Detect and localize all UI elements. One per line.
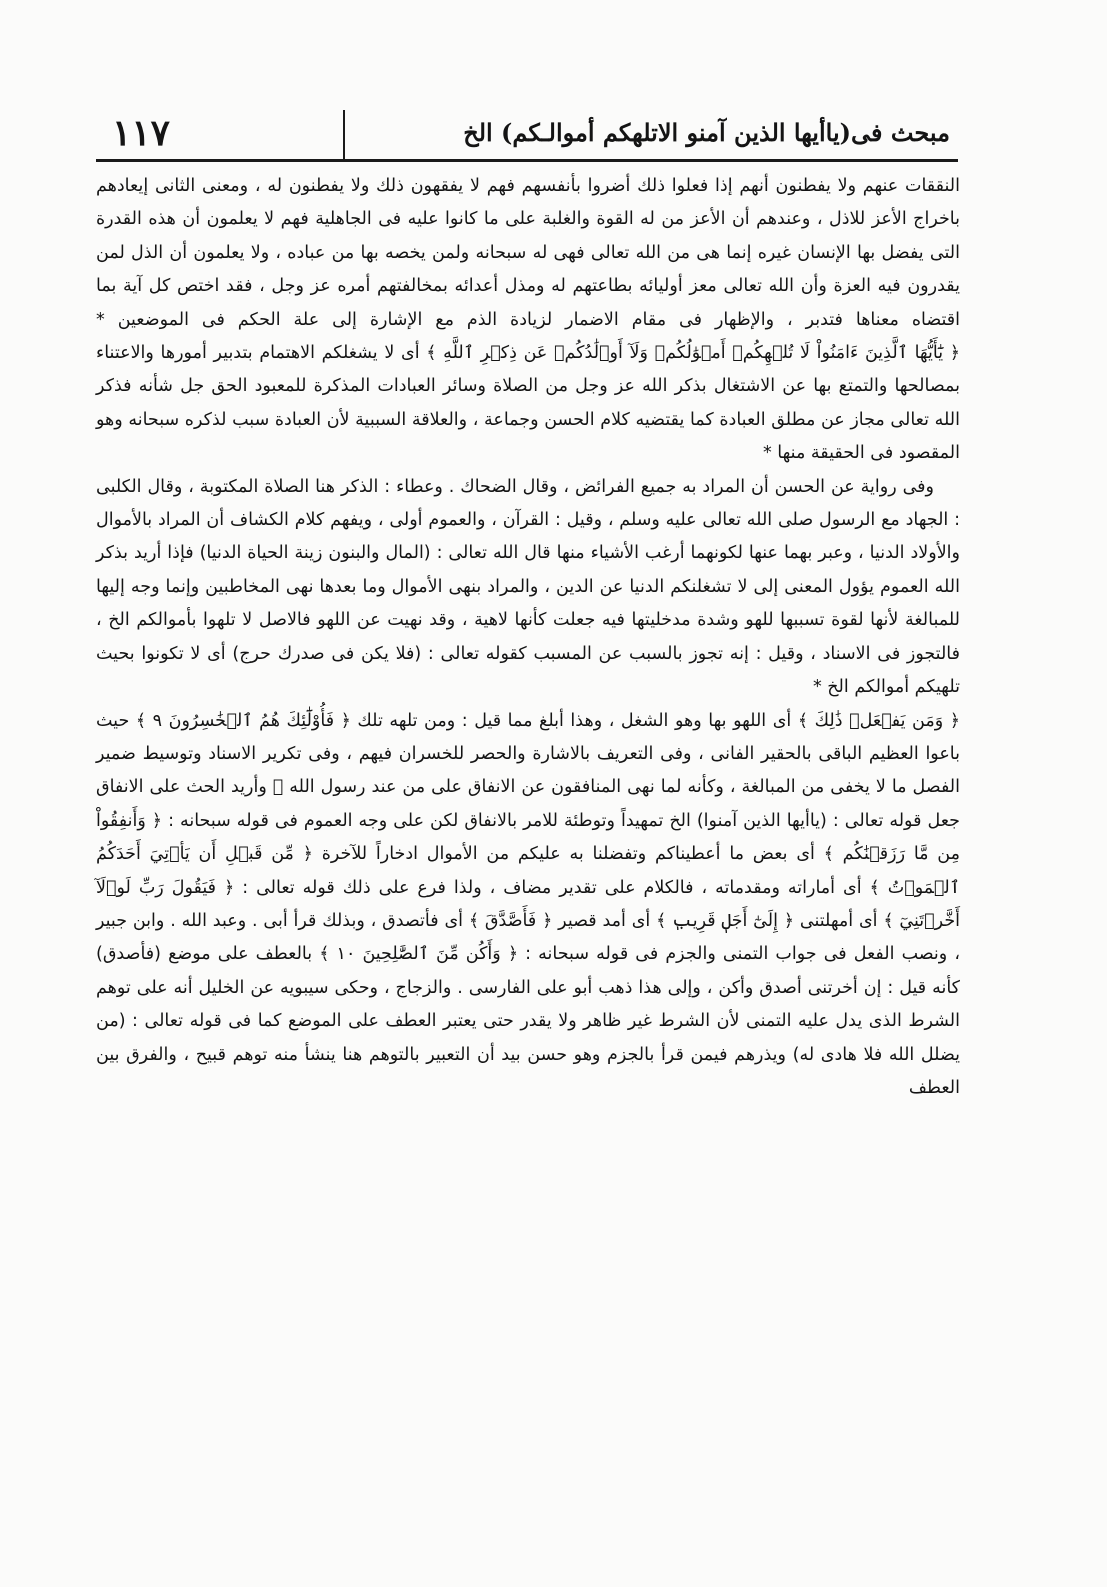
running-title: مبحث فى(ياأيها الذين آمنو الاتلهكم أموالـكم) الخ <box>463 118 950 147</box>
header-rule <box>96 159 958 162</box>
paragraph-4-verse: ﴿ وَمَن يَفۡعَلۡ ذَٰلِكَ ﴾ أى اللهو بها وهو الشغل ، وهذا أبلغ مما قيل : ومن تلهه تلك ﴿ فَأُوْلَٰٓئِكَ هُمُ ٱلۡخَٰسِرُونَ ٩ ﴾ حيث باعوا العظيم الباقى بالحقير الفانى ، وفى التعريف بالاشارة والحصر للخسران فيهم ، وفى تكرير الاسناد وتوسيط ضمير الفصل ما لا يخفى من المبالغة ، وكأنه لما نهى المنافقون عن الانفاق على من عند رسول الله ﷺ وأريد الحث على الانفاق جعل قوله تعالى : (ياأيها الذين آمنوا) الخ تمهيداً وتوطئة للامر بالانفاق لكن على وجه العموم فى قوله سبحانه : ﴿ وَأَنفِقُواْ مِن مَّا رَزَقۡنَٰكُم ﴾ أى بعض ما أعطيناكم وتفضلنا به عليكم من الأموال ادخاراً للآخرة ﴿ مِّن قَبۡلِ أَن يَأۡتِيَ أَحَدَكُمُ ٱلۡمَوۡتُ ﴾ أى أماراته ومقدماته ، فالكلام على تقدير مضاف ، ولذا فرع على ذلك قوله تعالى : ﴿ فَيَقُولَ رَبِّ لَوۡلَآ أَخَّرۡتَنِيٓ ﴾ أى أمهلتنى ﴿ إِلَىٰٓ أَجَلٖ قَرِيبٖ ﴾ أى أمد قصير ﴿ فَأَصَّدَّقَ ﴾ أى فأتصدق ، وبذلك قرأ أبى . وعبد الله . وابن جبير ، ونصب الفعل فى جواب التمنى والجزم فى قوله سبحانه : ﴿ وَأَكُن مِّنَ ٱلصَّٰلِحِينَ ١٠ ﴾ بالعطف على موضع (فأصدق) كأنه قيل : إن أخرتنى أصدق وأكن ، وإلى هذا ذهب أبو على الفارسى . والزجاج ، وحكى سيبويه عن الخليل أنه على توهم الشرط الذى يدل عليه التمنى لأن الشرط غير ظاهر ولا يقدر حتى يعتبر العطف على الموضع كما فى قوله تعالى : (من يضلل الله فلا هادى له) ويذرهم فيمن قرأ بالجزم وهو حسن بيد أن التعبير بالتوهم هنا ينشأ منه توهم قبيح ، والفرق بين العطف <box>96 710 960 1098</box>
body-text <box>96 170 960 1105</box>
page-header <box>96 108 956 158</box>
page-number: ١١٧ <box>112 112 171 154</box>
paragraph-3: وفى رواية عن الحسن أن المراد به جميع الفرائض ، وقال الضحاك . وعطاء : الذكر هنا الصلاة المكتوبة ، وقال الكلبى : الجهاد مع الرسول صلى الله تعالى عليه وسلم ، وقيل : القرآن ، والعموم أولى ، ويفهم كلام الكشاف أن المراد بالأموال والأولاد الدنيا ، وعبر بهما عنها لكونهما أرغب الأشياء منها قال الله تعالى : (المال والبنون زينة الحياة الدنيا) فإذا أريد بذكر الله العموم يؤول المعنى إلى لا تشغلنكم الدنيا عن الدين ، والمراد بنهى الأموال وما بعدها نهى المخاطبين وإنما وجه إليها للمبالغة لأنها لقوة تسببها للهو وشدة مدخليتها فيه جعلت كأنها لاهية ، وقد نهيت عن اللهو فالاصل لا تلهوا بأموالكم الخ ، فالتجوز فى الاسناد ، وقيل : إنه تجوز بالسبب عن المسبب كقوله تعالى : (فلا يكن فى صدرك حرج) أى لا تكونوا بحيث تلهيكم أموالكم الخ * <box>96 476 960 698</box>
paragraph-2-verse: ﴿ يَٰٓأَيُّهَا ٱلَّذِينَ ءَامَنُواْ لَا تُلۡهِكُمۡ أَمۡوَٰلُكُمۡ وَلَآ أَوۡلَٰدُكُمۡ عَن ذِكۡرِ ٱللَّهِ ﴾ أى لا يشغلكم الاهتمام بتدبير أمورها والاعتناء بمصالحها والتمتع بها عن الاشتغال بذكر الله عز وجل من الصلاة وسائر العبادات المذكرة للمعبود الحق جل شأنه فذكر الله تعالى مجاز عن مطلق العبادة كما يقتضيه كلام الحسن وجماعة ، والعلاقة السببية لأن العبادة سبب لذكره سبحانه وهو المقصود فى الحقيقة منها * <box>96 343 960 464</box>
paragraph-1: النققات عنهم ولا يفطنون أنهم إذا فعلوا ذلك أضروا بأنفسهم فهم لا يفقهون ذلك ولا يفطنون له ، ومعنى الثانى إيعادهم باخراج الأعز للاذل ، وعندهم أن الأعز من له القوة والغلبة على ما كانوا عليه فى الجاهلية فهم لا يعلمون أن هذه القدرة التى يفضل بها الإنسان غيره إنما هى من الله تعالى فهى له سبحانه ولمن يخصه بها من عباده ، ولا يعلمون أن الذل لمن يقدرون فيه العزة وأن الله تعالى معز أوليائه بطاعتهم له ومذل أعدائه بمخالفتهم أمره عز وجل ، فقد اختص كل آية بما اقتضاه معناها فتدبر ، والإظهار فى مقام الاضمار لزيادة الذم مع الإشارة إلى علة الحكم فى الموضعين * <box>96 176 960 330</box>
header-divider <box>343 110 345 160</box>
